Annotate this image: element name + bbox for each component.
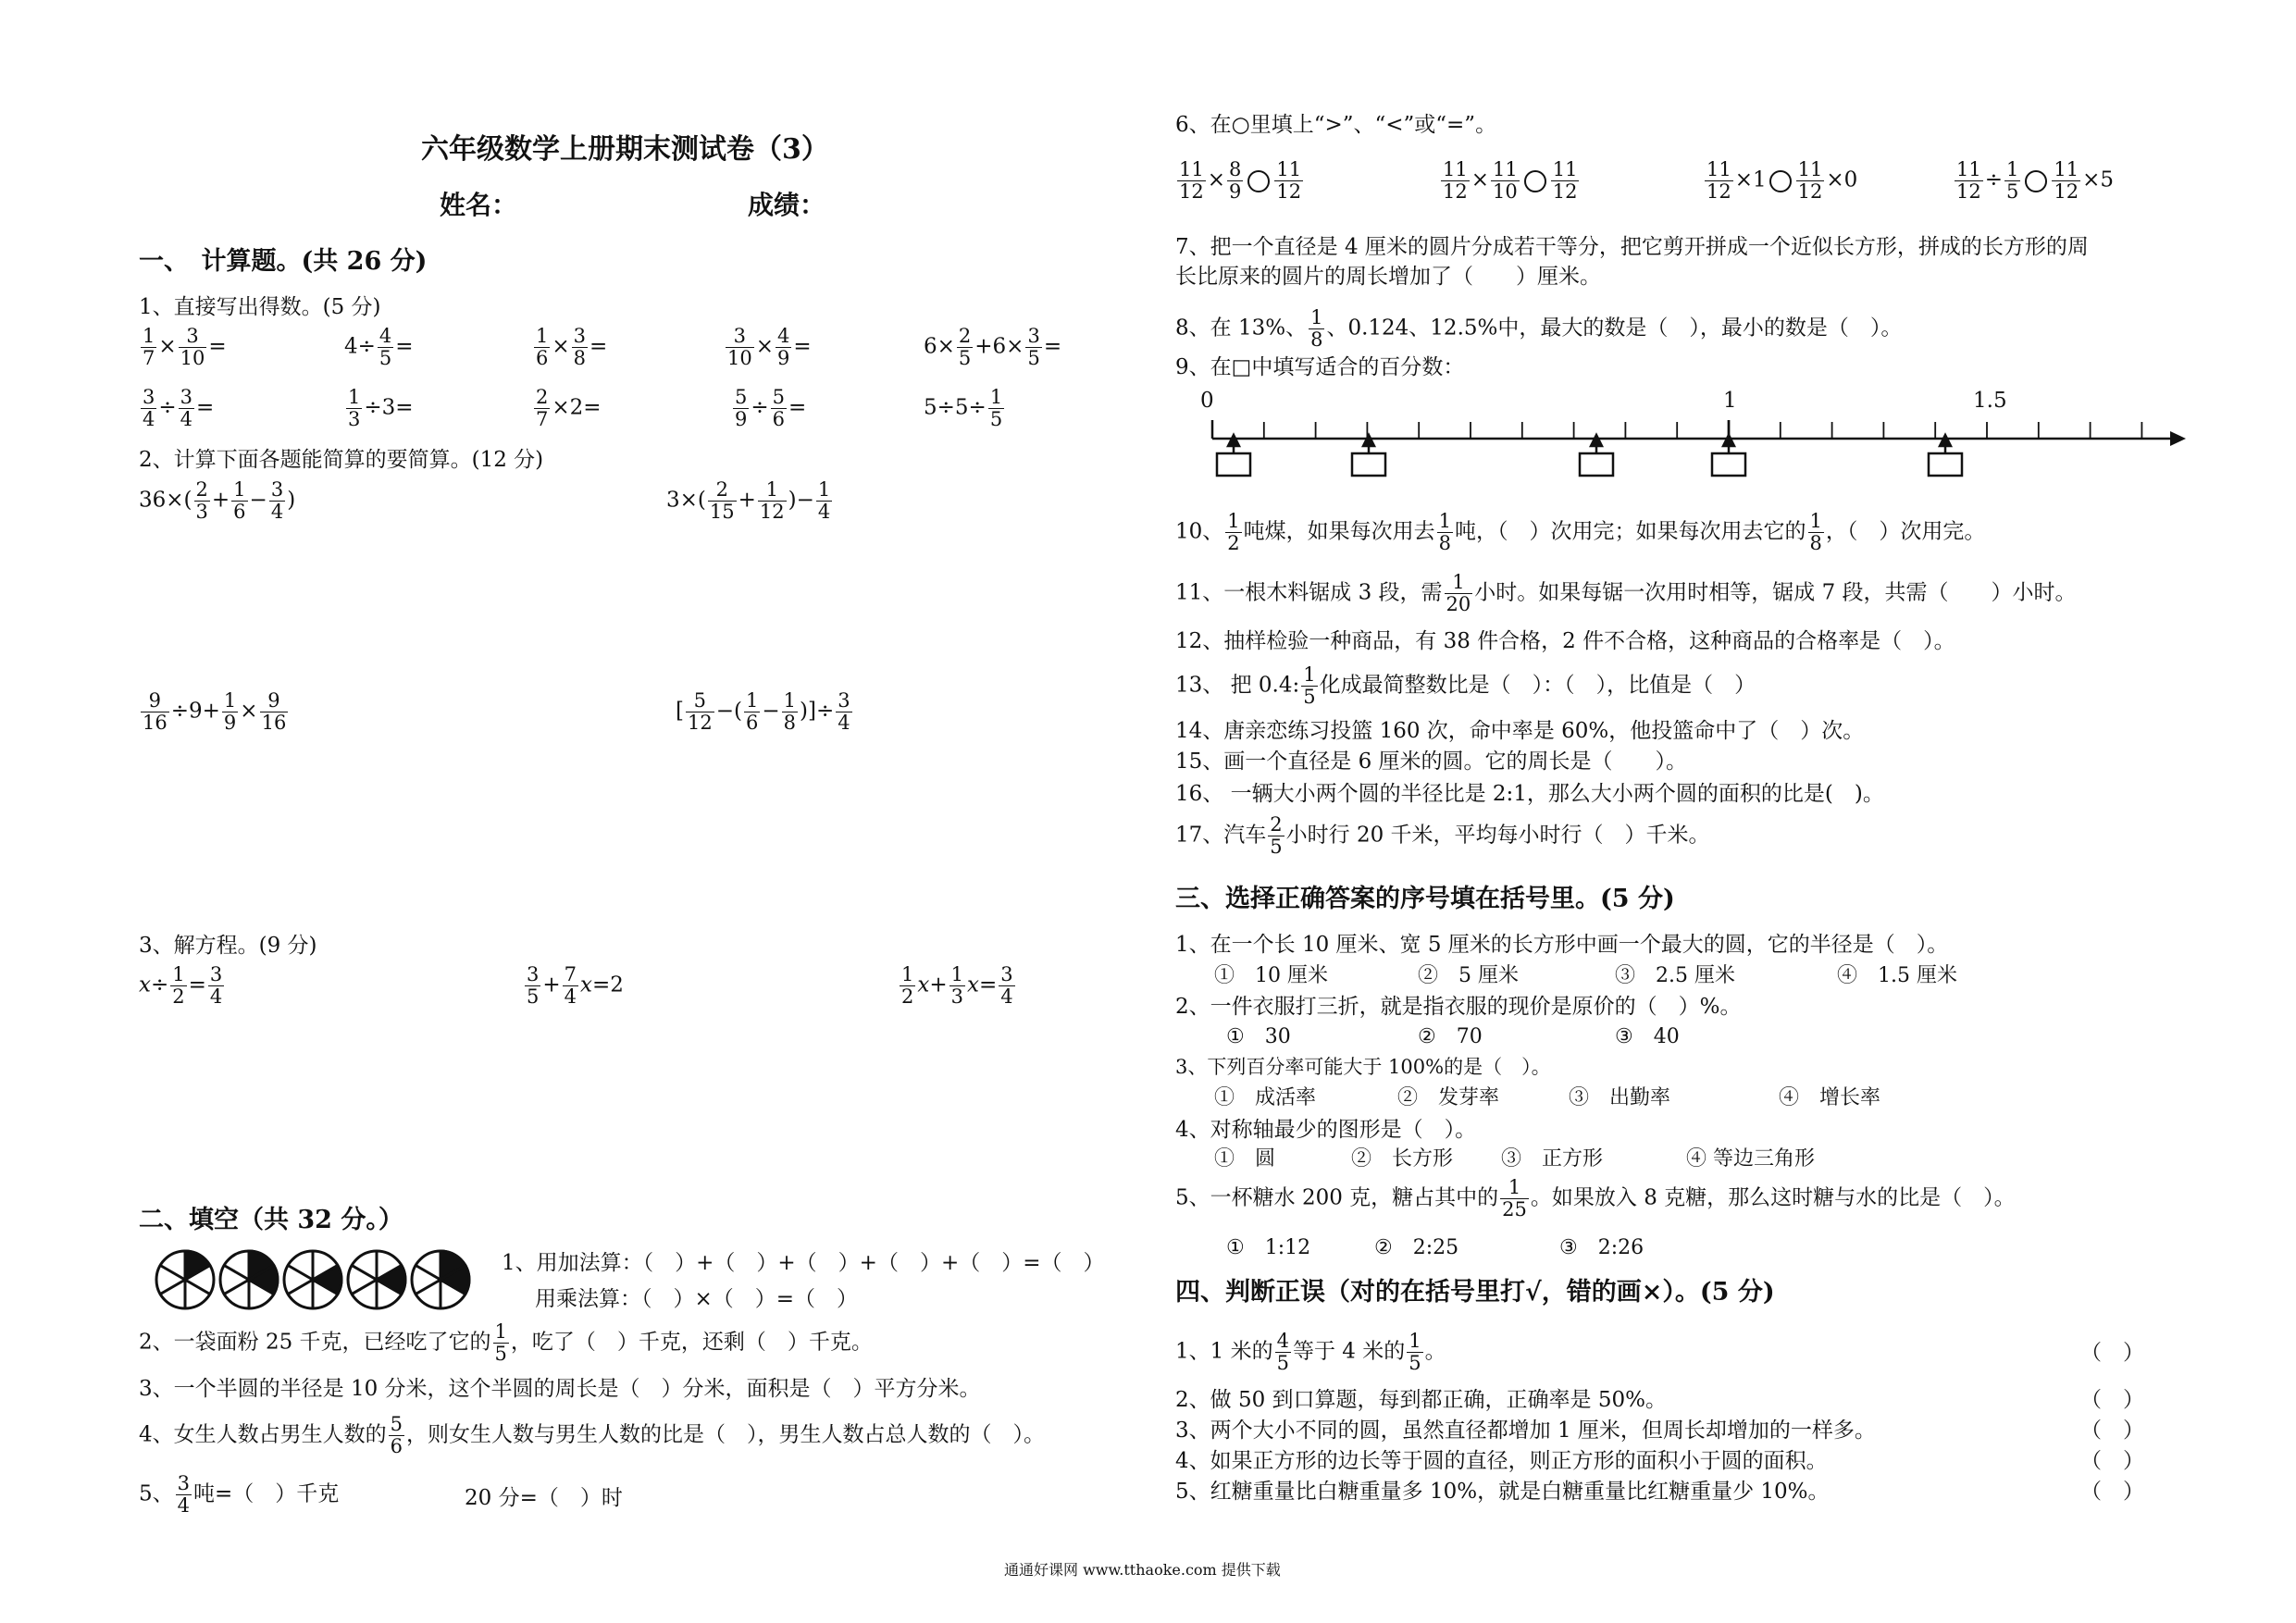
calc-item: $\frac{2}{7}$ ×2= (536, 386, 602, 430)
fraction-circle (284, 1251, 341, 1308)
calc-item: 4÷ $\frac{4}{5}$ = (344, 325, 414, 369)
numberline-label-1: 1 (1723, 389, 1737, 413)
s3-q2: 2、一件衣服打三折，就是指衣服的现价是原价的（ ）%。 (1175, 995, 1742, 1019)
s1-q1-instruction: 1、直接写出得数。(5 分) (139, 295, 381, 319)
option: ③ 2.5 厘米 (1615, 964, 1735, 987)
s3-q5: 5、一杯糖水 200 克，糖占其中的 $\frac{1}{25}$ 。如果放入 8 克糖，那么这时糖与水的比是（ ）。 (1175, 1176, 2016, 1220)
calc-item: 6× $\frac{2}{5}$ +6× $\frac{3}{5}$ = (924, 325, 1062, 369)
number-line (1194, 407, 2193, 481)
option: ③ 2:26 (1559, 1236, 1644, 1259)
option: ① 圆 (1214, 1147, 1276, 1171)
option: ② 70 (1418, 1025, 1483, 1048)
s4-q2: 2、做 50 到口算题，每到都正确，正确率是 50%。 (1175, 1388, 1667, 1412)
calc-expression: $\frac{9}{16}$ ÷9+ $\frac{1}{9}$ × $\frac{9}{16}$ (143, 689, 287, 734)
s2-q11: 11、一根木料锯成 3 段，需 $\frac{1}{20}$ 小时。如果每锯一次用时相等，锯成 7 段，共需（ ）小时。 (1175, 571, 2077, 615)
answer-box (1929, 435, 1962, 476)
fraction-circles-figure (153, 1247, 481, 1312)
s2-q2: 2、一袋面粉 25 千克，已经吃了它的 $\frac{1}{5}$ ，吃了（ ）千克，还剩（ ）千克。 (139, 1320, 873, 1365)
s3-q3: 3、下列百分率可能大于 100%的是（ ）。 (1175, 1056, 1551, 1078)
option: ④ 增长率 (1779, 1086, 1881, 1109)
calc-item: $\frac{1}{3}$ ÷3= (348, 386, 414, 430)
calc-item: $\frac{3}{4}$ ÷ $\frac{3}{4}$ = (143, 386, 215, 430)
option: ③ 出勤率 (1569, 1086, 1671, 1109)
score-label: 成绩： (748, 190, 826, 220)
compare-circle-icon[interactable] (1524, 170, 1546, 192)
judge-paren[interactable]: （ ） (2080, 1341, 2144, 1365)
calc-expression: 36×( $\frac{2}{3}$ + $\frac{1}{6}$ − $\frac{3}{4}$ ) (139, 478, 296, 523)
s3-q4: 4、对称轴最少的图形是（ ）。 (1175, 1118, 1477, 1142)
equation: $\frac{3}{5}$ + $\frac{7}{4}$ x=2 (527, 963, 624, 1008)
s4-q5: 5、红糖重量比白糖重量多 10%，就是白糖重量比红糖重量少 10%。 (1175, 1480, 1830, 1504)
s4-q1: 1、1 米的 $\frac{4}{5}$ 等于 4 米的 $\frac{1}{5}$ 。 (1175, 1330, 1446, 1374)
arrow-markers (1217, 435, 1962, 476)
option: ① 1:12 (1226, 1236, 1311, 1259)
answer-box (1580, 435, 1613, 476)
s2-q5: 5、 $\frac{3}{4}$ 吨=（ ）千克 (139, 1472, 340, 1517)
option: ② 5 厘米 (1418, 964, 1519, 987)
judge-paren[interactable]: （ ） (2080, 1388, 2144, 1412)
option: ③ 正方形 (1501, 1147, 1604, 1171)
compare-item: $\frac{11}{12}$ ×1 $\frac{11}{12}$ ×0 (1706, 158, 1858, 203)
judge-paren[interactable]: （ ） (2080, 1419, 2144, 1443)
s4-q4: 4、如果正方形的边长等于圆的直径，则正方形的面积小于圆的面积。 (1175, 1449, 1828, 1473)
name-label: 姓名： (440, 190, 518, 220)
s3-q1: 1、在一个长 10 厘米、宽 5 厘米的长方形中画一个最大的圆，它的半径是（ ）。 (1175, 933, 1949, 957)
option: ① 10 厘米 (1214, 964, 1328, 987)
fraction-circle (156, 1251, 214, 1308)
s2-q7-line1: 7、把一个直径是 4 厘米的圆片分成若干等分，把它剪开拼成一个近似长方形，拼成的长方形的周 (1175, 235, 2089, 259)
s2-q9: 9、在□中填写适合的百分数： (1175, 355, 1465, 379)
s2-q16: 16、 一辆大小两个圆的半径比是 2:1，那么大小两个圆的面积的比是( )。 (1175, 782, 1884, 806)
option: ② 2:25 (1374, 1236, 1459, 1259)
option: ④ 1.5 厘米 (1837, 964, 1957, 987)
answer-box (1352, 435, 1385, 476)
option: ② 发芽率 (1397, 1086, 1500, 1109)
fraction-circle (220, 1251, 278, 1308)
calc-expression: [ $\frac{5}{12}$ −( $\frac{1}{6}$ − $\frac{1}{8}$ )]÷ $\frac{3}{4}$ (676, 689, 850, 734)
compare-item: $\frac{11}{12}$ × $\frac{11}{10}$ $\frac{11}{12}$ (1443, 158, 1578, 203)
s2-q13: 13、 把 0.4: $\frac{1}{5}$ 化成最简整数比是（ ）：（ ），比值是（ ） (1175, 663, 1756, 708)
s1-q2-instruction: 2、计算下面各题能简算的要简算。(12 分) (139, 448, 544, 472)
s2-q3: 3、一个半圆的半径是 10 分米，这个半圆的周长是（ ）分米，面积是（ ）平方分米。 (139, 1377, 981, 1401)
s1-q3-instruction: 3、解方程。(9 分) (139, 934, 317, 958)
s2-q6: 6、在○里填上“>”、“<”或“=”。 (1175, 113, 1497, 137)
option: ① 30 (1226, 1025, 1291, 1048)
compare-circle-icon[interactable] (1247, 170, 1270, 192)
s2-q4: 4、女生人数占男生人数的 $\frac{5}{6}$ ，则女生人数与男生人数的比是（ ），男生人数占总人数的（ ）。 (139, 1413, 1046, 1457)
calc-item: $\frac{1}{6}$ × $\frac{3}{8}$ = (536, 325, 608, 369)
section-1-title: 一、 计算题。(共 26 分) (139, 247, 428, 276)
option: ③ 40 (1615, 1025, 1680, 1048)
s2-q5-time: 20 分=（ ）时 (465, 1486, 623, 1510)
s2-q17: 17、汽车 $\frac{2}{5}$ 小时行 20 千米，平均每小时行（ ）千米。 (1175, 813, 1710, 858)
s2-q12: 12、抽样检验一种商品，有 38 件合格，2 件不合格，这种商品的合格率是（ ）。 (1175, 629, 1955, 653)
option: ① 成活率 (1214, 1086, 1317, 1109)
compare-item: $\frac{11}{12}$ × $\frac{8}{9}$ $\frac{11}{12}$ (1179, 158, 1302, 203)
calc-item: 5÷5÷ $\frac{1}{5}$ (924, 386, 1003, 430)
s2-q15: 15、画一个直径是 6 厘米的圆。它的周长是（ ）。 (1175, 750, 1688, 774)
section-2-title: 二、填空（共 32 分。） (139, 1206, 403, 1234)
s2-q1-multiplication: 用乘法算：（ ）×（ ）=（ ） (535, 1287, 859, 1311)
s2-q10: 10、 $\frac{1}{2}$ 吨煤，如果每次用去 $\frac{1}{8}$ 吨，（ ）次用完；如果每次用去它的 $\frac{1}{8}$ ，（ ）次用完。 (1175, 510, 1986, 554)
fraction-circle (348, 1251, 405, 1308)
answer-box (1217, 435, 1250, 476)
section-3-title: 三、选择正确答案的序号填在括号里。(5 分) (1175, 885, 1675, 913)
compare-circle-icon[interactable] (2025, 170, 2047, 192)
equation: $\frac{1}{2}$ x+ $\frac{1}{3}$ x= $\frac{3}{4}$ (901, 963, 1013, 1008)
s2-q14: 14、唐亲恋练习投篮 160 次，命中率是 60%，他投篮命中了（ ）次。 (1175, 719, 1865, 743)
numberline-label-0: 0 (1200, 389, 1214, 413)
s2-q8: 8、在 13%、 $\frac{1}{8}$ 、0.124、12.5%中，最大的数是（ ），最小的数是（ ）。 (1175, 306, 1903, 351)
section-4-title: 四、判断正误（对的在括号里打√，错的画×）。(5 分) (1175, 1278, 1775, 1307)
equation: x÷ $\frac{1}{2}$ = $\frac{3}{4}$ (139, 963, 223, 1008)
numberline-label-1-5: 1.5 (1973, 389, 2007, 413)
option: ② 长方形 (1351, 1147, 1454, 1171)
fraction-circle (412, 1251, 469, 1308)
s4-q3: 3、两个大小不同的圆，虽然直径都增加 1 厘米，但周长却增加的一样多。 (1175, 1419, 1876, 1443)
calc-expression: 3×( $\frac{2}{15}$ + $\frac{1}{12}$ )− $\frac{1}{4}$ (666, 478, 831, 523)
page-title: 六年级数学上册期末测试卷（3） (421, 133, 829, 166)
s2-q7-line2: 长比原来的圆片的周长增加了（ ）厘米。 (1175, 265, 1601, 289)
footer-credit: 通通好课网 www.tthaoke.com 提供下载 (1004, 1561, 1281, 1579)
s2-q1-addition: 1、用加法算：（ ）+（ ）+（ ）+（ ）+（ ）=（ ） (502, 1251, 1105, 1275)
judge-paren[interactable]: （ ） (2080, 1449, 2144, 1473)
calc-item: $\frac{5}{9}$ ÷ $\frac{5}{6}$ = (735, 386, 807, 430)
judge-paren[interactable]: （ ） (2080, 1480, 2144, 1504)
answer-box (1712, 435, 1745, 476)
option: ④ 等边三角形 (1686, 1147, 1815, 1171)
calc-item: $\frac{3}{10}$ × $\frac{4}{9}$ = (727, 325, 812, 369)
compare-item: $\frac{11}{12}$ ÷ $\frac{1}{5}$ $\frac{11}{12}$ ×5 (1956, 158, 2115, 203)
compare-circle-icon[interactable] (1769, 170, 1792, 192)
calc-item: $\frac{1}{7}$ × $\frac{3}{10}$ = (143, 325, 227, 369)
